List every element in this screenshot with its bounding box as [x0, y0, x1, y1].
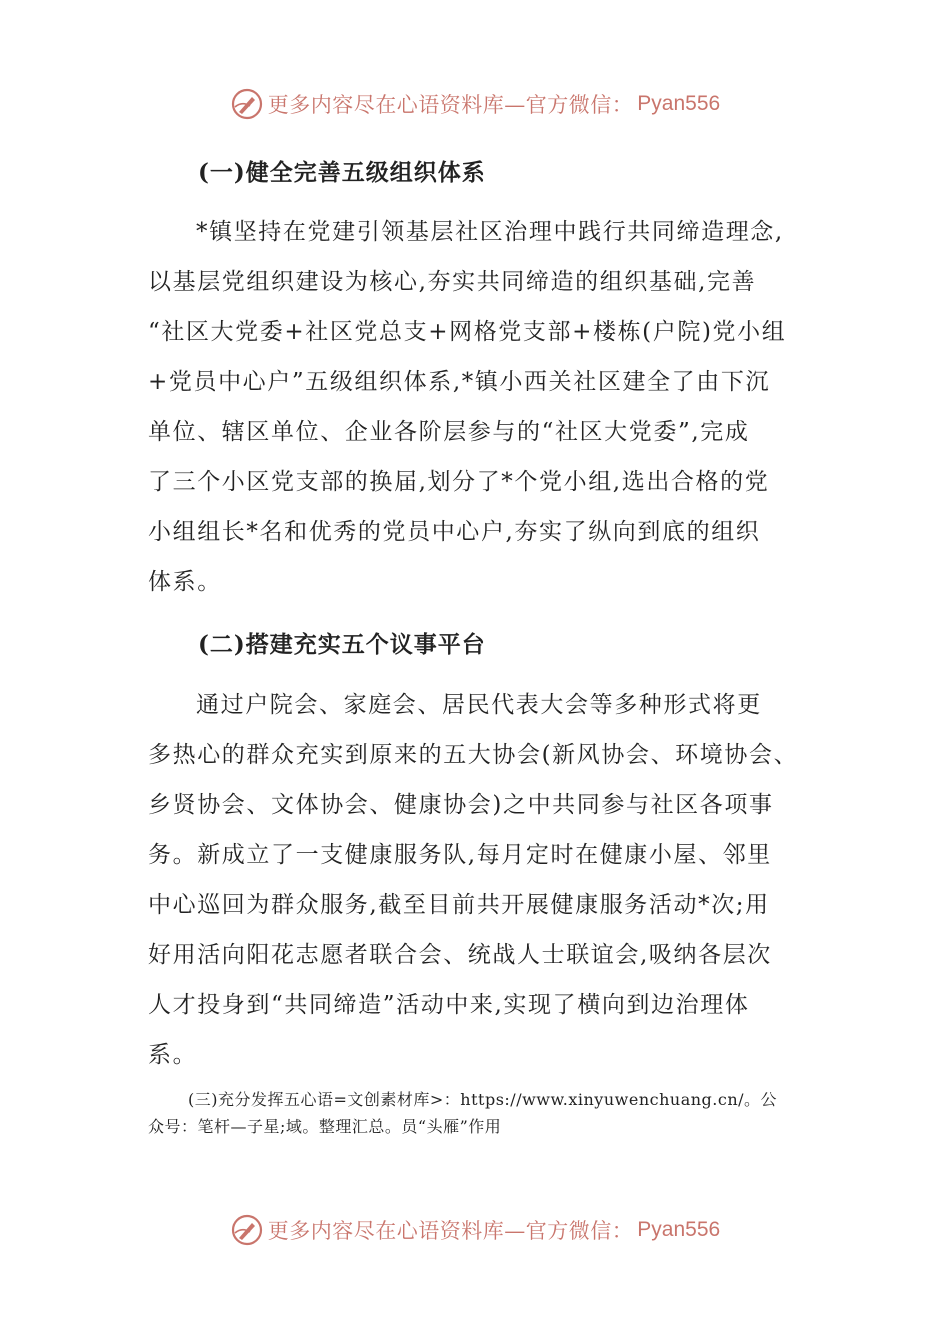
paragraph-line: *镇坚持在党建引领基层社区治理中践行共同缔造理念, [196, 219, 784, 245]
header-banner [0, 84, 950, 124]
paragraph-line: 以基层党组织建设为核心,夯实共同缔造的组织基础,完善 [148, 269, 757, 295]
section2-paragraph [148, 680, 808, 1080]
paragraph-line: 通过户院会、家庭会、居民代表大会等多种形式将更 [196, 692, 762, 718]
section3-note [148, 1086, 818, 1140]
pen-logo-icon [230, 87, 264, 121]
banner-wechat-id: Pyan556 [637, 1218, 721, 1241]
note-line: (三)充分发挥五心语=文创素材库>：https://www.xinyuwenchuang.cn/。公 [188, 1090, 778, 1109]
paragraph-line: 好用活向阳花志愿者联合会、统战人士联谊会,吸纳各层次 [148, 942, 772, 968]
banner-text: 更多内容尽在心语资料库—官方微信： [267, 1219, 634, 1243]
paragraph-line: 了三个小区党支部的换届,划分了*个党小组,选出合格的党 [148, 469, 770, 495]
paragraph-line: 单位、辖区单位、企业各阶层参与的“社区大党委”,完成 [148, 419, 750, 445]
paragraph-line: 乡贤协会、文体协会、健康协会)之中共同参与社区各项事 [148, 792, 774, 818]
paragraph-line: 人才投身到“共同缔造”活动中来,实现了横向到边治理体 [148, 992, 750, 1018]
section2-heading: (二)搭建充实五个议事平台 [198, 631, 486, 658]
paragraph-line: 系。 [148, 1042, 198, 1068]
paragraph-line: 体系。 [148, 569, 222, 595]
paragraph-line: 小组组长*名和优秀的党员中心户,夯实了纵向到底的组织 [148, 519, 761, 545]
paragraph-line: +党员中心户”五级组织体系,*镇小西关社区建全了由下沉 [148, 369, 771, 395]
banner-wechat-id: Pyan556 [637, 92, 721, 115]
pen-logo-icon [230, 1213, 264, 1247]
banner-text: 更多内容尽在心语资料库—官方微信： [267, 93, 634, 117]
note-line: 众号：笔杆—子星;域。整理汇总。员“头雁”作用 [148, 1117, 502, 1136]
paragraph-line: 中心巡回为群众服务,截至目前共开展健康服务活动*次;用 [148, 892, 770, 918]
paragraph-line: “社区大党委+社区党总支+网格党支部+楼栋(户院)党小组 [148, 319, 787, 345]
section1-paragraph [148, 207, 808, 607]
section1-heading: (一)健全完善五级组织体系 [198, 159, 486, 186]
footer-banner [0, 1210, 950, 1250]
paragraph-line: 务。新成立了一支健康服务队,每月定时在健康小屋、邻里 [148, 842, 772, 868]
paragraph-line: 多热心的群众充实到原来的五大协会(新风协会、环境协会、 [148, 742, 799, 768]
